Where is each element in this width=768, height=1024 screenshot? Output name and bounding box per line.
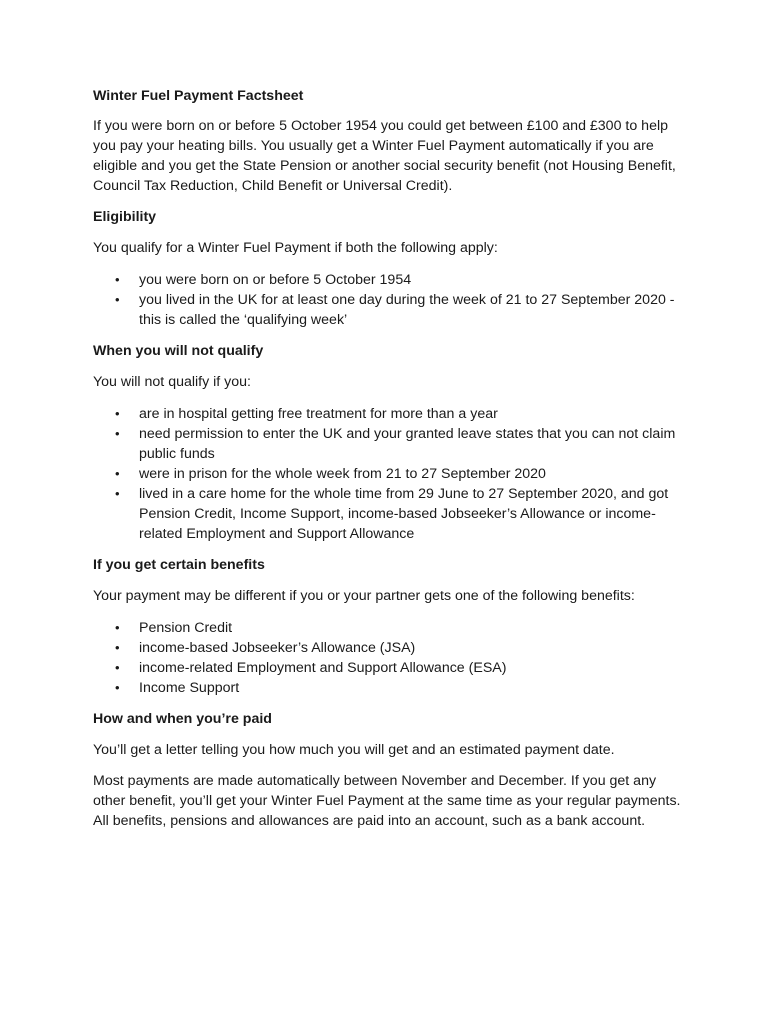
benefits-heading: If you get certain benefits [93, 557, 265, 573]
bullet-icon: • [115, 426, 120, 441]
bullet-icon: • [115, 406, 120, 421]
not-qualify-text: You will not qualify if you: [93, 374, 251, 390]
intro-paragraph: If you were born on or before 5 October 1954 you could get between £100 and £300 to help you pay your heating bills. You usually get a Winter Fuel Payment automatically if you are eligible and you get the State Pension or another social security benefit (not Housing Benefit, Council Tax Reduction, Child Benefit or Universal Credit). [93, 118, 676, 194]
not-qualify-heading: When you will not qualify [93, 343, 264, 359]
eligibility-list [93, 270, 683, 330]
bullet-icon: • [115, 292, 120, 307]
document-title: Winter Fuel Payment Factsheet [93, 88, 304, 104]
paid-text-schedule: Most payments are made automatically between November and December. If you get any other benefit, you’ll get your Winter Fuel Payment at the same time as your regular payments. All benefits, pensions and allowances are paid into an account, such as a bank account. [93, 773, 681, 829]
bullet-icon: • [115, 640, 120, 655]
bullet-icon: • [115, 680, 120, 695]
bullet-icon: • [115, 466, 120, 481]
bullet-icon: • [115, 486, 120, 501]
list-item: • you were born on or before 5 October 1954 [115, 272, 412, 288]
eligibility-heading: Eligibility [93, 209, 157, 225]
benefits-list [93, 618, 683, 698]
list-item: • lived in a care home for the whole time from 29 June to 27 September 2020, and got Pension Credit, Income Support, income-based Jobseeker’s Allowance or income-related Employment and Support Allowance [115, 486, 669, 542]
bullet-icon: • [115, 272, 120, 287]
paid-heading: How and when you’re paid [93, 711, 272, 727]
list-item: • income-related Employment and Support Allowance (ESA) [115, 660, 507, 676]
list-item: • were in prison for the whole week from 21 to 27 September 2020 [115, 466, 546, 482]
list-item: • are in hospital getting free treatment for more than a year [115, 406, 498, 422]
list-item: • you lived in the UK for at least one day during the week of 21 to 27 September 2020 - this is called the ‘qualifying week’ [115, 292, 675, 328]
benefits-text: Your payment may be different if you or your partner gets one of the following benefits: [93, 588, 635, 604]
document-body [93, 86, 683, 831]
list-item: • Pension Credit [115, 620, 233, 636]
list-item: • Income Support [115, 680, 240, 696]
bullet-icon: • [115, 660, 120, 675]
list-item: • income-based Jobseeker’s Allowance (JSA) [115, 640, 416, 656]
list-item: • need permission to enter the UK and your granted leave states that you can not claim public funds [115, 426, 676, 462]
bullet-icon: • [115, 620, 120, 635]
eligibility-text: You qualify for a Winter Fuel Payment if both the following apply: [93, 240, 498, 256]
not-qualify-list [93, 404, 683, 544]
paid-text-letter: You’ll get a letter telling you how much you will get and an estimated payment date. [93, 742, 615, 758]
